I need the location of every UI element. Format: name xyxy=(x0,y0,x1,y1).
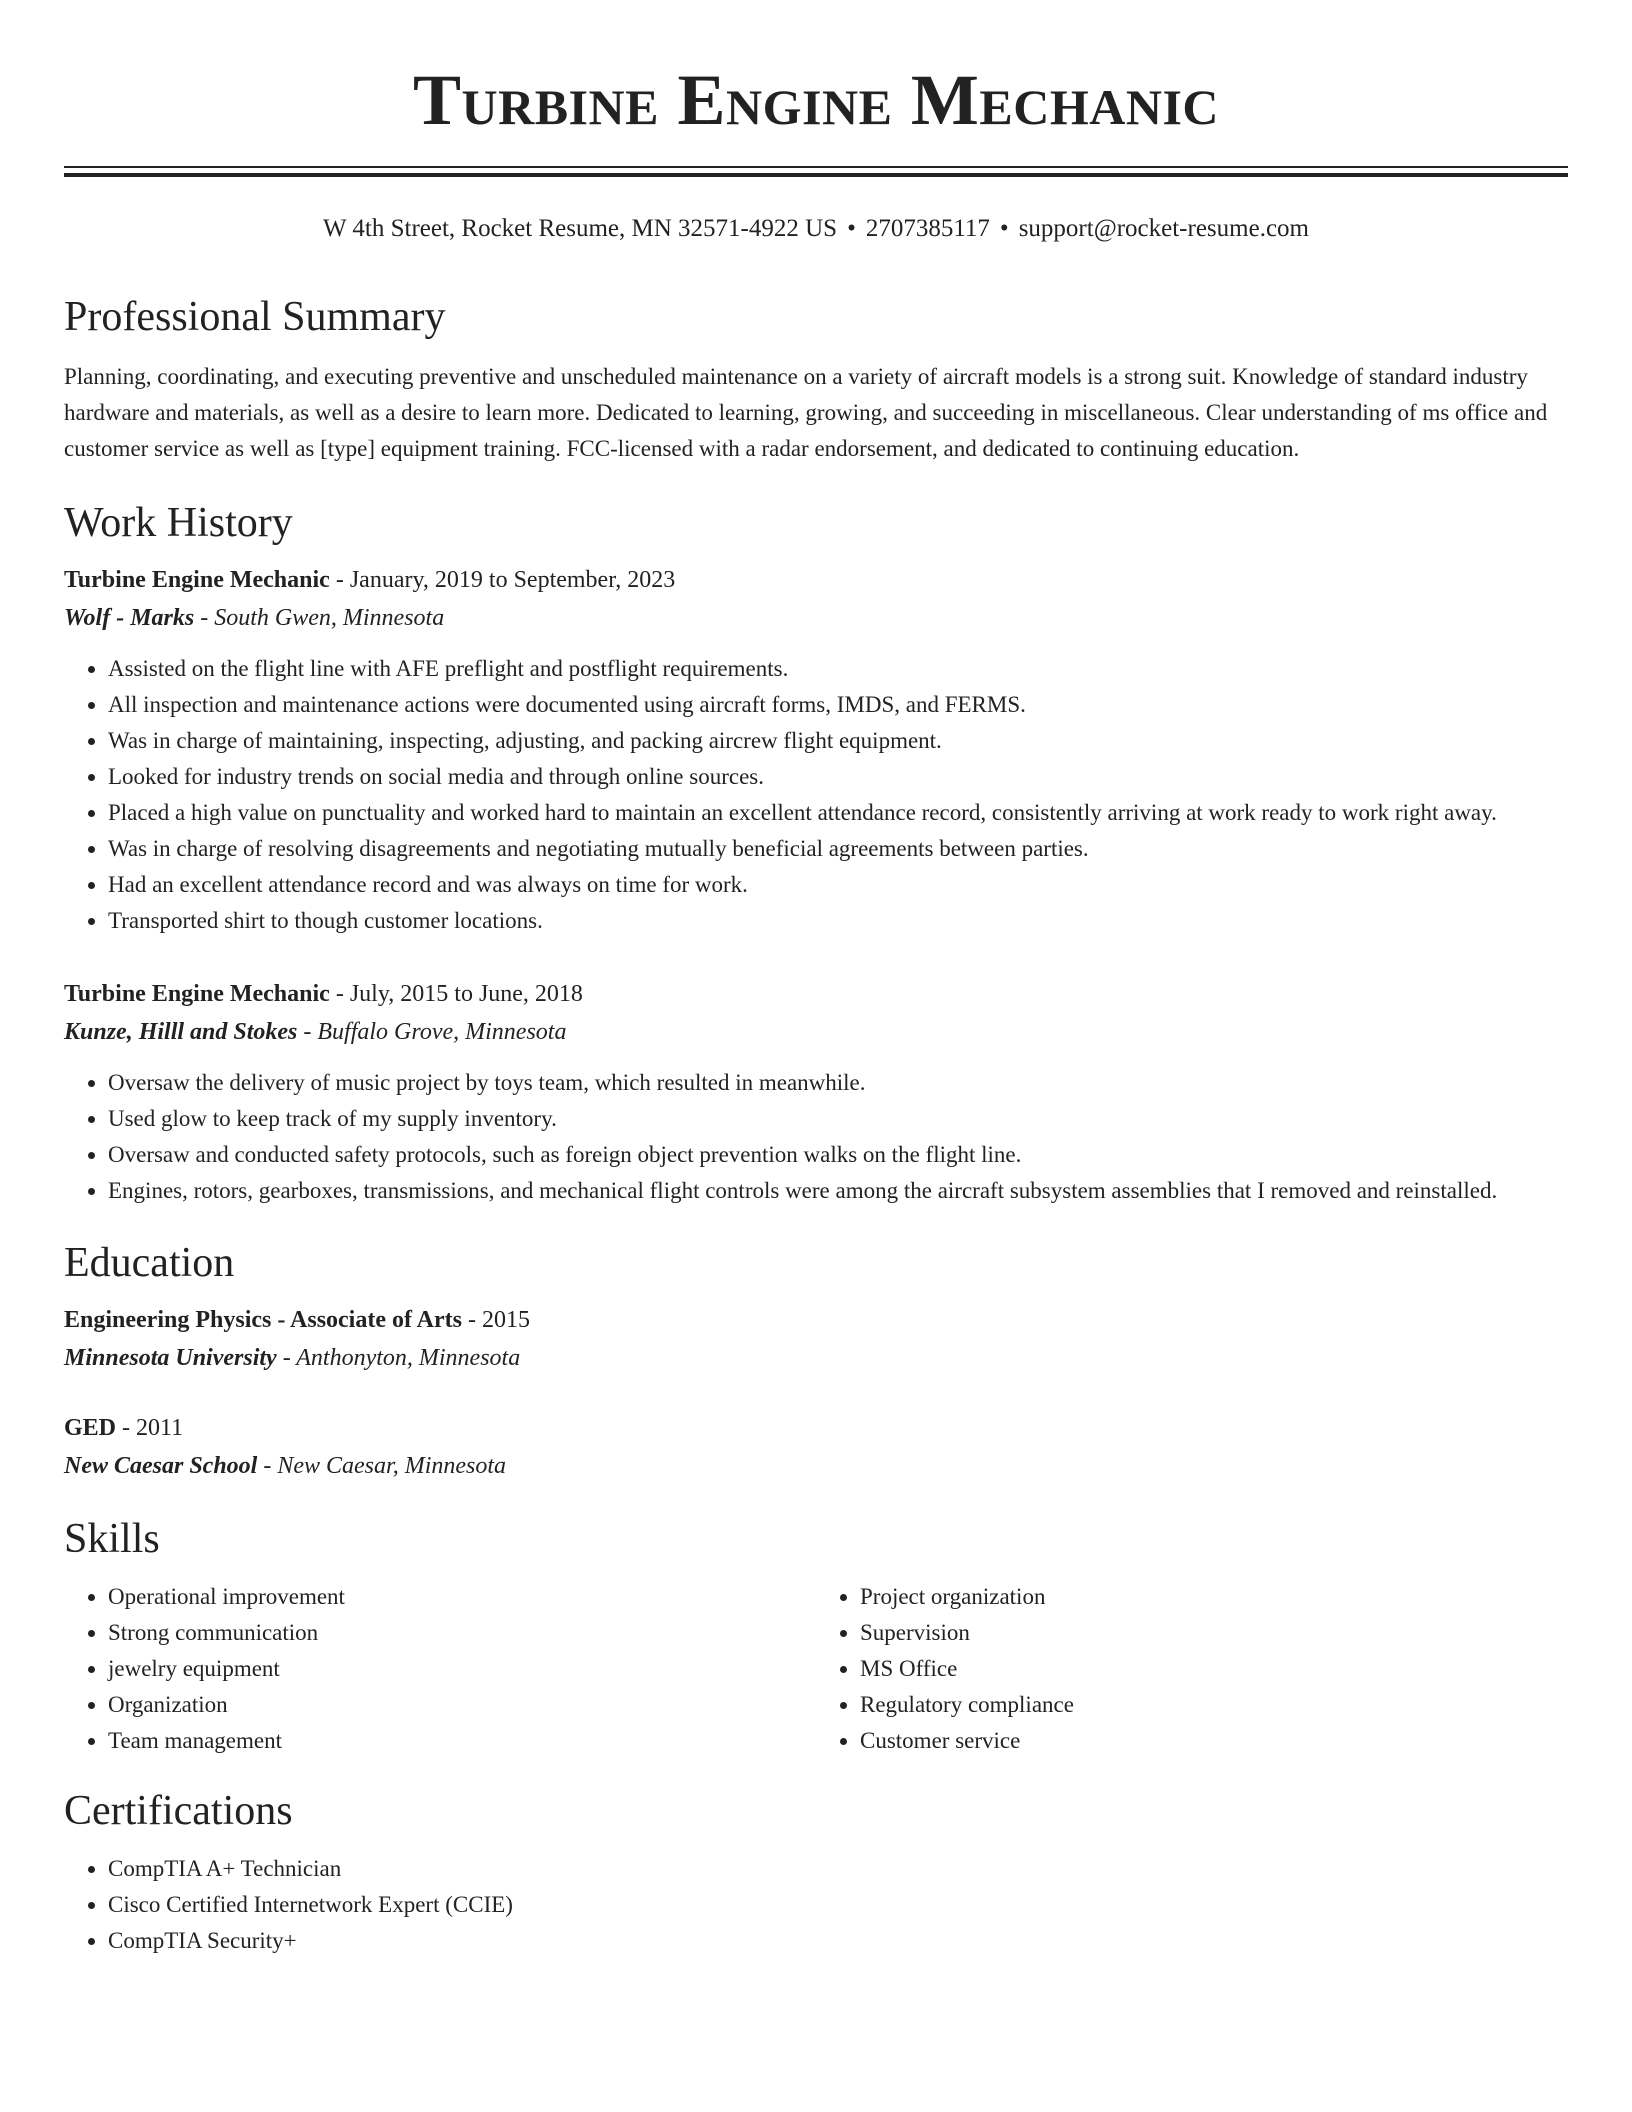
certification-item: • CompTIA Security+ xyxy=(108,1923,1568,1959)
section-heading-certifications: Certifications xyxy=(64,1788,293,1834)
education-school-line xyxy=(64,1447,1568,1485)
job-entry xyxy=(64,975,1568,1209)
job-duties xyxy=(64,1065,1568,1209)
job-location: - South Gwen, Minnesota xyxy=(194,605,445,631)
certification-item: • CompTIA A+ Technician xyxy=(108,1851,1568,1887)
job-company: Wolf - Marks xyxy=(64,605,195,631)
education-degree: Engineering Physics - Associate of Arts xyxy=(64,1307,462,1333)
section-heading-summary: Professional Summary xyxy=(64,294,446,340)
skill-item: • jewelry equipment xyxy=(108,1651,816,1687)
job-dates: - July, 2015 to June, 2018 xyxy=(329,981,583,1007)
summary-text: Planning, coordinating, and executing preventive and unscheduled maintenance on a variety of aircraft models is a strong suit. Knowledge of standard industry hardware and materials, as well as a desire to learn more. Dedicated to learning, growing, and succeeding in miscellaneous. Clear understanding of ms office and customer service as well as [type] equipment training. FCC-licensed with a radar endorsement, and dedicated to continuing education. xyxy=(64,364,1548,461)
skills-column-left xyxy=(64,1579,816,1759)
job-duty: • All inspection and maintenance actions were documented using aircraft forms, IMDS, and FERMS. xyxy=(108,687,1568,723)
resume-title: Turbine Engine Mechanic xyxy=(412,60,1220,140)
job-location: - Buffalo Grove, Minnesota xyxy=(297,1019,567,1045)
job-duty: • Engines, rotors, gearboxes, transmissions, and mechanical flight controls were among the aircraft subsystem assemblies that I removed and reinstalled. xyxy=(108,1173,1568,1209)
section-heading-skills: Skills xyxy=(64,1516,160,1562)
education-year: - 2011 xyxy=(116,1415,184,1441)
job-duty: • Placed a high value on punctuality and worked hard to maintain an excellent attendance record, consistently arriving at work ready to work right away. xyxy=(108,795,1568,831)
job-duty: • Had an excellent attendance record and was always on time for work. xyxy=(108,867,1568,903)
job-title: Turbine Engine Mechanic xyxy=(64,981,330,1007)
job-duty: • Was in charge of resolving disagreements and negotiating mutually beneficial agreements between parties. xyxy=(108,831,1568,867)
job-entry xyxy=(64,561,1568,939)
education-location: - Anthonyton, Minnesota xyxy=(276,1345,521,1371)
skill-item: • Operational improvement xyxy=(108,1579,816,1615)
education-location: - New Caesar, Minnesota xyxy=(257,1453,507,1479)
education-header xyxy=(64,1409,1568,1447)
education-year: - 2015 xyxy=(461,1307,530,1333)
skill-item: • Strong communication xyxy=(108,1615,816,1651)
education-entry xyxy=(64,1409,1568,1485)
contact-separator: • xyxy=(847,215,856,242)
contact-email[interactable]: support@rocket-resume.com xyxy=(1018,215,1309,242)
job-duty: • Oversaw and conducted safety protocols, such as foreign object prevention walks on the flight line. xyxy=(108,1137,1568,1173)
contact-phone[interactable]: 2707385117 xyxy=(865,215,990,242)
skills-column-right xyxy=(816,1579,1568,1759)
contact-address: W 4th Street, Rocket Resume, MN 32571-4922 US xyxy=(323,215,838,242)
job-header xyxy=(64,975,1568,1013)
job-employer xyxy=(64,1013,1568,1051)
skills-grid xyxy=(64,1579,1568,1759)
skill-item: • Customer service xyxy=(860,1723,1568,1759)
job-duty: • Used glow to keep track of my supply inventory. xyxy=(108,1101,1568,1137)
job-duty: • Assisted on the flight line with AFE preflight and postflight requirements. xyxy=(108,651,1568,687)
job-duty: • Transported shirt to though customer locations. xyxy=(108,903,1568,939)
contact-line xyxy=(64,213,1568,245)
job-employer xyxy=(64,599,1568,637)
job-duty: • Oversaw the delivery of music project by toys team, which resulted in meanwhile. xyxy=(108,1065,1568,1101)
job-duties xyxy=(64,651,1568,939)
job-title: Turbine Engine Mechanic xyxy=(64,567,330,593)
skill-item: • Supervision xyxy=(860,1615,1568,1651)
education-school: New Caesar School xyxy=(64,1453,258,1479)
skill-item: • Project organization xyxy=(860,1579,1568,1615)
certification-list xyxy=(64,1851,1568,1959)
job-duty: • Looked for industry trends on social media and through online sources. xyxy=(108,759,1568,795)
education-degree: GED xyxy=(64,1415,117,1441)
skill-item: • Regulatory compliance xyxy=(860,1687,1568,1723)
job-header xyxy=(64,561,1568,599)
education-header xyxy=(64,1301,1568,1339)
education-entry xyxy=(64,1301,1568,1377)
certification-item: • Cisco Certified Internetwork Expert (CCIE) xyxy=(108,1887,1568,1923)
title-divider xyxy=(64,166,1568,177)
skill-item: • MS Office xyxy=(860,1651,1568,1687)
skill-item: • Team management xyxy=(108,1723,816,1759)
section-heading-education: Education xyxy=(64,1240,235,1286)
job-dates: - January, 2019 to September, 2023 xyxy=(329,567,676,593)
education-school-line xyxy=(64,1339,1568,1377)
job-duty: • Was in charge of maintaining, inspecting, adjusting, and packing aircrew flight equipment. xyxy=(108,723,1568,759)
section-heading-work: Work History xyxy=(64,500,293,546)
skill-item: • Organization xyxy=(108,1687,816,1723)
contact-separator: • xyxy=(999,215,1009,242)
education-school: Minnesota University xyxy=(64,1345,277,1371)
job-company: Kunze, Hilll and Stokes xyxy=(64,1019,298,1045)
